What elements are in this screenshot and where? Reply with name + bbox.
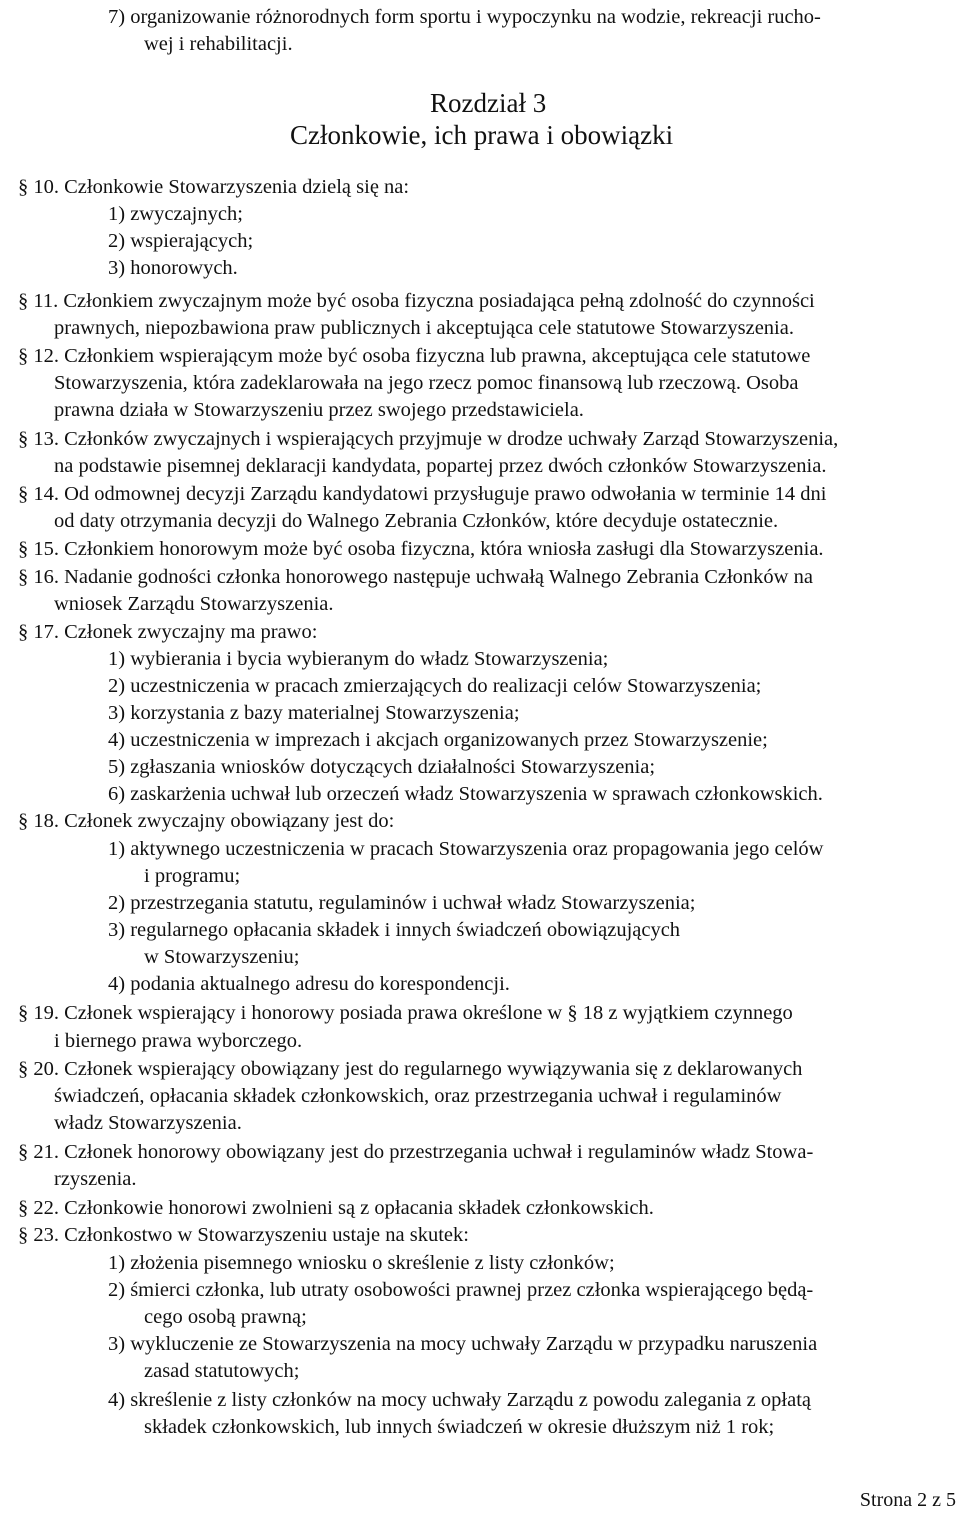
paragraph-17: § 17. Członek zwyczajny ma prawo: <box>18 621 318 643</box>
list-item: 4) podania aktualnego adresu do korespondencji. <box>108 973 510 995</box>
list-item: 5) zgłaszania wniosków dotyczących działalności Stowarzyszenia; <box>108 756 656 778</box>
list-item-cont: w Stowarzyszeniu; <box>144 946 300 968</box>
paragraph-11: § 11. Członkiem zwyczajnym może być osoba fizyczna posiadająca pełną zdolność do czynności <box>18 290 815 312</box>
list-item: 1) złożenia pisemnego wniosku o skreślenie z listy członków; <box>108 1252 615 1274</box>
list-item: 1) zwyczajnych; <box>108 203 243 225</box>
list-item: 3) wykluczenie ze Stowarzyszenia na mocy uchwały Zarządu w przypadku naruszenia <box>108 1333 818 1355</box>
list-item-cont: składek członkowskich, lub innych świadczeń w okresie dłuższym niż 1 rok; <box>144 1416 775 1438</box>
list-item: 6) zaskarżenia uchwał lub orzeczeń władz Stowarzyszenia w sprawach członkowskich. <box>108 783 823 805</box>
paragraph-18: § 18. Członek zwyczajny obowiązany jest do: <box>18 810 395 832</box>
list-item: 4) skreślenie z listy członków na mocy uchwały Zarządu z powodu zalegania z opłatą <box>108 1389 811 1411</box>
paragraph-13: § 13. Członków zwyczajnych i wspierających przyjmuje w drodze uchwały Zarząd Stowarzyszenia, <box>18 428 839 450</box>
paragraph-16: § 16. Nadanie godności członka honorowego następuje uchwałą Walnego Zebrania Członków na <box>18 566 813 588</box>
list-item-cont: cego osobą prawną; <box>144 1306 307 1328</box>
list-item: 3) regularnego opłacania składek i innych świadczeń obowiązujących <box>108 919 681 941</box>
list-item: 1) wybierania i bycia wybieranym do władz Stowarzyszenia; <box>108 648 609 670</box>
list-item: 2) wspierających; <box>108 230 254 252</box>
paragraph-19-cont: i biernego prawa wyborczego. <box>54 1030 303 1052</box>
paragraph-19: § 19. Członek wspierający i honorowy posiada prawa określone w § 18 z wyjątkiem czynnego <box>18 1002 793 1024</box>
list-item: 3) honorowych. <box>108 257 238 279</box>
list-item: 2) uczestniczenia w pracach zmierzających do realizacji celów Stowarzyszenia; <box>108 675 762 697</box>
paragraph-15: § 15. Członkiem honorowym może być osoba fizyczna, która wniosła zasługi dla Stowarzyszenia. <box>18 538 824 560</box>
list-item-cont: i programu; <box>144 865 241 887</box>
paragraph-21: § 21. Członek honorowy obowiązany jest do przestrzegania uchwał i regulaminów władz Stowa- <box>18 1141 814 1163</box>
intro-item-7: 7) organizowanie różnorodnych form sportu i wypoczynku na wodzie, rekreacji rucho- <box>108 6 821 28</box>
paragraph-16-cont: wniosek Zarządu Stowarzyszenia. <box>54 593 334 615</box>
paragraph-20-cont: świadczeń, opłacania składek członkowskich, oraz przestrzegania uchwał i regulaminów <box>54 1085 782 1107</box>
paragraph-10: § 10. Członkowie Stowarzyszenia dzielą się na: <box>18 176 410 198</box>
list-item: 2) przestrzegania statutu, regulaminów i uchwał władz Stowarzyszenia; <box>108 892 696 914</box>
paragraph-23: § 23. Członkostwo w Stowarzyszeniu ustaje na skutek: <box>18 1224 469 1246</box>
chapter-title: Członkowie, ich prawa i obowiązki <box>290 120 674 150</box>
list-item-cont: zasad statutowych; <box>144 1360 300 1382</box>
intro-item-7-cont: wej i rehabilitacji. <box>144 33 293 55</box>
paragraph-22: § 22. Członkowie honorowi zwolnieni są z opłacania składek członkowskich. <box>18 1197 654 1219</box>
page-number: Strona 2 z 5 <box>859 1489 956 1511</box>
paragraph-14-cont: od daty otrzymania decyzji do Walnego Zebrania Członków, które decyduje ostatecznie. <box>54 510 779 532</box>
list-item: 2) śmierci członka, lub utraty osobowości prawnej przez członka wspierającego będą- <box>108 1279 814 1301</box>
list-item: 3) korzystania z bazy materialnej Stowarzyszenia; <box>108 702 520 724</box>
paragraph-13-cont: na podstawie pisemnej deklaracji kandydata, popartej przez dwóch członków Stowarzyszenia. <box>54 455 827 477</box>
chapter-number: Rozdział 3 <box>430 88 547 118</box>
paragraph-11-cont: prawnych, niepozbawiona praw publicznych i akceptująca cele statutowe Stowarzyszenia. <box>54 317 794 339</box>
paragraph-12: § 12. Członkiem wspierającym może być osoba fizyczna lub prawna, akceptująca cele statutowe <box>18 345 811 367</box>
paragraph-12-cont: Stowarzyszenia, która zadeklarowała na jego rzecz pomoc finansową lub rzeczową. Osoba <box>54 372 799 394</box>
list-item: 1) aktywnego uczestniczenia w pracach Stowarzyszenia oraz propagowania jego celów <box>108 838 824 860</box>
paragraph-12-cont: prawna działa w Stowarzyszeniu przez swojego przedstawiciela. <box>54 399 584 421</box>
list-item: 4) uczestniczenia w imprezach i akcjach organizowanych przez Stowarzyszenie; <box>108 729 768 751</box>
paragraph-20: § 20. Członek wspierający obowiązany jest do regularnego wywiązywania się z deklarowanych <box>18 1058 803 1080</box>
paragraph-14: § 14. Od odmownej decyzji Zarządu kandydatowi przysługuje prawo odwołania w terminie 14 dni <box>18 483 827 505</box>
paragraph-21-cont: rzyszenia. <box>54 1168 137 1190</box>
paragraph-20-cont: władz Stowarzyszenia. <box>54 1112 242 1134</box>
